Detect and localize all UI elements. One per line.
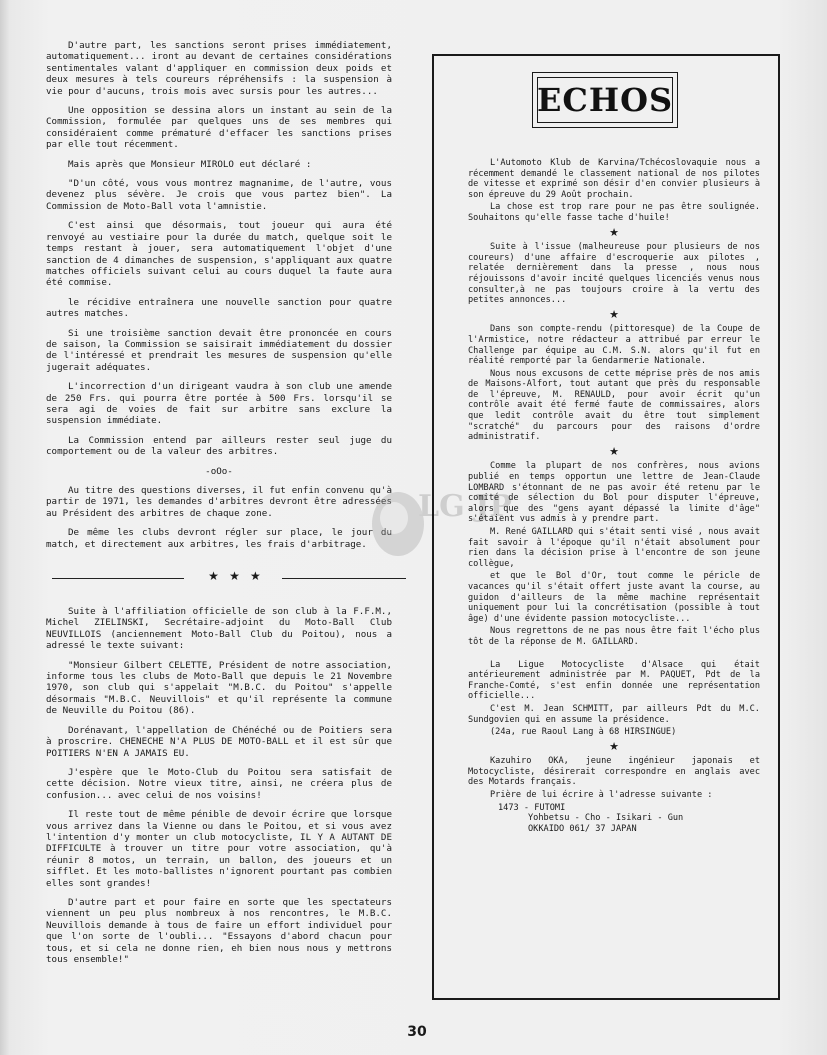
echo-paragraph: L'Automoto Klub de Karvina/Tchécoslovaquie nous a récemment demandé le classement national de nos pilotes de vitesse et exprimé son désir d'en convier plusieurs à son épreuve du 29 Août prochain. [468,158,760,200]
left-paragraph: J'espère que le Moto-Club du Poitou sera satisfait de cette décision. Notre vieux titre, ainsi, ne créera plus de confusion... avec celui de nos voisins! [46,766,392,801]
echo-paragraph: La chose est trop rare pour ne pas être soulignée. Souhaitons qu'elle fasse tache d'huile! [468,202,760,223]
divider-line-right [282,578,406,579]
left-paragraph: Au titre des questions diverses, il fut enfin convenu qu'à partir de 1971, les demandes d'arbitres devront être adressées au Président des arbitres de chaque zone. [46,485,392,519]
divider-line-left [52,578,184,579]
echo-paragraph: La Ligue Motocycliste d'Alsace qui était antérieurement administrée par M. PAQUET, Pdt de la Franche-Comté, s'est enfin donnée une représentation officielle... [468,659,760,702]
left-paragraph: le récidive entraînera une nouvelle sanction pour quatre autres matches. [46,296,392,320]
three-stars-icon: ★ ★ ★ [208,569,264,584]
left-paragraph: D'autre part et pour faire en sorte que les spectateurs viennent un peu plus nombreux à nos rencontres, le M.B.C. Neuvillois demande à tous de faire un effort individuel pour que l'on sorte de l'oubli... "Essayons d'abord chacun pour tous, et si cela ne donne rien, eh bien nous nous y mettrons tous ensemble!" [46,896,392,965]
echo-paragraph: M. René GAILLARD qui s'était senti visé , nous avait fait savoir à l'époque qu'il n'était absolument pour rien dans la décision prise à l'encontre de son jeune collègue, [468,527,760,569]
left-paragraph: La Commission entend par ailleurs rester seul juge du comportement ou de la valeur des arbitres. [46,434,392,458]
echo-paragraph: Suite à l'issue (malheureuse pour plusieurs de nos coureurs) d'une affaire d'escroquerie aux pilotes , relatée dernièrement dans la presse , nous nous réjouissons d'avoir incité quelques licenciés venus nous consulter,à ne pas toujours croire à la vertu des petites annonces... [468,242,760,306]
echo-paragraph: et que le Bol d'Or, tout comme le péricle de vacances qu'il s'était offert juste avant la course, au guidon d'ailleurs de la même machine représentait uniquement pour lui la concrétisation (possible à tout âge) d'une évidente passion motocycliste... [468,571,760,624]
address-line: OKKAIDO 061/ 37 JAPAN [528,823,637,834]
address-line: 1473 - FUTOMI [498,802,566,813]
left-paragraph: Dorénavant, l'appellation de Chénéché ou de Poitiers sera à proscrire. CHENECHE N'A PLUS DE MOTO-BALL et il est sûr que POITIERS N'EN A JAMAIS EU. [46,724,392,759]
left-paragraph: "D'un côté, vous vous montrez magnanime, de l'autre, vous devenez plus sévère. Je crois que vous partez bien". La Commission de Moto-Ball vota l'amnistie. [46,178,392,212]
echo-paragraph: Nous nous excusons de cette méprise près de nos amis de Maisons-Alfort, tout autant que près du responsable de l'épreuve, M. RENAULD, pour avoir écrit qu'un contrôle avait été fermé faute de commissaires, alors que ledit contrôle avait du être tout simplement "scratché" du parcours pour des raisons d'ordre administratif. [468,368,760,443]
left-paragraph: Il reste tout de même pénible de devoir écrire que lorsque vous arrivez dans la Vienne ou dans le Poitou, et si vous avez l'intention d'y monter un club motocycliste, IL Y A AUTANT DE DIFFICULTE à trouver un titre pour votre association, qu'à réunir 8 motos, un terrain, un ballon, des joueurs et un sifflet. Et les moto-ballistes n'ignorent pourtant pas combien elles sont grandes! [46,809,392,889]
echos-title-frame [532,72,678,128]
left-paragraph: De même les clubs devront régler sur place, le jour du match, et directement aux arbitres, les frais d'arbitrage. [46,527,392,550]
left-paragraph: "Monsieur Gilbert CELETTE, Président de notre association, informe tous les clubs de Moto-Ball que depuis le 21 Novembre 1970, son club qui s'appelait "M.B.C. du Poitou" s'appelle désormais "M.B.C. Neuvillois" et qu'il représente la commune de Neuville du Poitou (86). [46,659,392,717]
star-icon: ★ [609,307,619,321]
echo-paragraph: Nous regrettons de ne pas nous être fait l'écho plus tôt de la réponse de M. GAILLARD. [468,626,760,647]
echos-title: ECHOS [537,77,673,123]
echo-paragraph: Prière de lui écrire à l'adresse suivante : [490,790,713,801]
small-separator: -oOo- [205,465,233,477]
left-paragraph: Si une troisième sanction devait être prononcée en cours de saison, la Commission se saisirait immédiatement du dossier de l'intéressé et prendrait les mesures de suspension qu'elle jugerait adéquates. [46,327,392,373]
spacer [468,650,760,660]
watermark-text: LG JP [418,489,512,524]
left-column [46,40,392,973]
left-paragraph: Suite à l'affiliation officielle de son club à la F.F.M., Michel ZIELINSKI, Secrétaire-adjoint du Moto-Ball Club NEUVILLOIS (anciennement Moto-Ball Club du Poitou), nous a adressé le texte suivant: [46,606,392,652]
section-divider [46,569,392,586]
echo-paragraph: C'est M. Jean SCHMITT, par ailleurs Pdt du M.C. Sundgovien qui en assume la présidence. [468,703,760,725]
star-icon: ★ [609,739,619,753]
echo-paragraph: Dans son compte-rendu (pittoresque) de la Coupe de l'Armistice, notre rédacteur a attribué par erreur le Challenge par équipe au C.M. S.N. alors qu'il fut en réalité remporté par la Gendarmerie Nationale. [468,324,760,367]
echos-column [468,158,760,834]
echo-paragraph: (24a, rue Raoul Lang à 68 HIRSINGUE) [490,727,677,738]
left-paragraph: Mais après que Monsieur MIROLO eut déclaré : [68,158,312,170]
binding-shadow [0,0,10,1055]
left-paragraph: L'incorrection d'un dirigeant vaudra à son club une amende de 250 Frs. qui pourra être portée à 500 Frs. lorsqu'il se sera agi de voies de fait sur arbitre sans exclure la suspension immédiate. [46,381,392,427]
echo-paragraph: Kazuhiro OKA, jeune ingénieur japonais et Motocycliste, désirerait correspondre en anglais avec des Motards français. [468,756,760,788]
page-number: 30 [407,1024,427,1040]
address-line: Yohbetsu - Cho - Isikari - Gun [528,813,684,824]
left-paragraph: D'autre part, les sanctions seront prises immédiatement, automatiquement... iront au devant de certaines considérations sentimentales valant d'appliquer en commission deux poids et deux mesures à tels coureurs répréhensifs : la suspension à vie pour d'aucuns, trois mois avec sursis pour les autres... [46,40,392,97]
left-paragraph: Une opposition se dessina alors un instant au sein de la Commission, formulée par quelques uns de ses membres qui considéraient comme prématuré d'effacer les sanctions prises par elle tout récemment. [46,105,392,151]
star-icon: ★ [609,444,619,458]
echo-paragraph: Comme la plupart de nos confrères, nous avions publié en temps opportun une lettre de Jean-Claude LOMBARD s'étonnant de ne pas avoir été retenu par le comité de sélection du Bol pour disputer l'épreuve, alors que des "gens ayant dépassé la limite d'âge" s'étaient vus admis à y prendre part. [468,461,760,525]
star-icon: ★ [609,225,619,239]
left-paragraph: C'est ainsi que désormais, tout joueur qui aura été renvoyé au vestiaire pour la durée du match, quelque soit le temps restant à jouer, sera automatiquement l'objet d'une sanction de 4 dimanches de suspension, s'appliquant aux quatre matches officiels suivant celui au cours duquel la faute aura été commise. [46,220,392,289]
